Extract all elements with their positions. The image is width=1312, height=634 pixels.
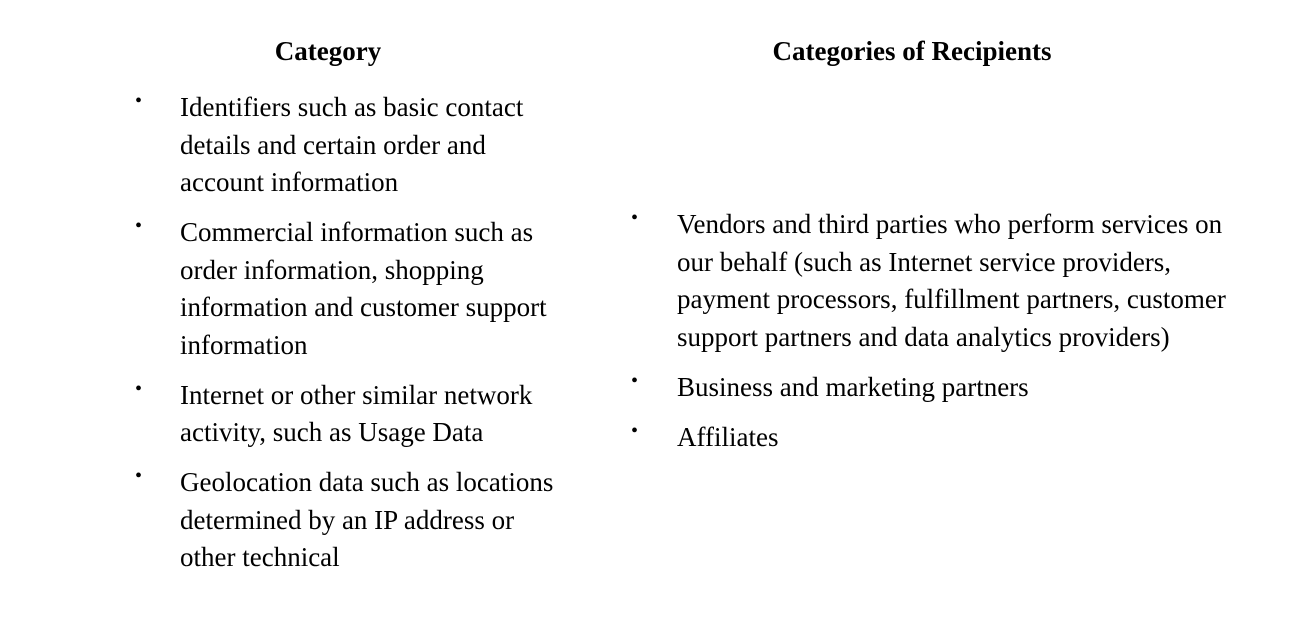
- bullet-icon: •: [631, 207, 639, 229]
- category-list-item: [135, 214, 572, 364]
- bullet-icon: •: [135, 465, 143, 487]
- recipient-text: Affiliates: [677, 421, 779, 452]
- category-list-item: [135, 464, 572, 577]
- category-text: Identifiers such as basic contact details and certain order and account information: [180, 92, 524, 197]
- category-column-header: Category: [274, 36, 382, 66]
- bullet-icon: •: [135, 90, 143, 112]
- category-text: Commercial information such as order information, shopping information and customer support information: [180, 217, 547, 360]
- category-text: Internet or other similar network activity, such as Usage Data: [180, 379, 533, 447]
- bullet-icon: •: [631, 419, 639, 442]
- recipient-text: Business and marketing partners: [677, 371, 1029, 402]
- bullet-icon: •: [135, 377, 143, 400]
- bullet-icon: •: [631, 369, 639, 392]
- recipient-list-item: [631, 369, 1257, 407]
- recipient-text: Vendors and third parties who perform services on our behalf (such as Internet service providers, payment processors, fulfillment partners, customer support partners and data analytics providers): [677, 209, 1226, 352]
- category-text: Geolocation data such as locations determined by an IP address or other technical: [180, 467, 554, 572]
- category-list: [135, 89, 572, 589]
- category-list-item: [135, 89, 572, 202]
- recipients-list: [631, 206, 1257, 469]
- bullet-icon: •: [135, 215, 143, 237]
- recipient-list-item: [631, 419, 1257, 457]
- recipients-column-header: Categories of Recipients: [772, 36, 1052, 66]
- recipient-list-item: [631, 206, 1257, 356]
- category-list-item: [135, 377, 572, 452]
